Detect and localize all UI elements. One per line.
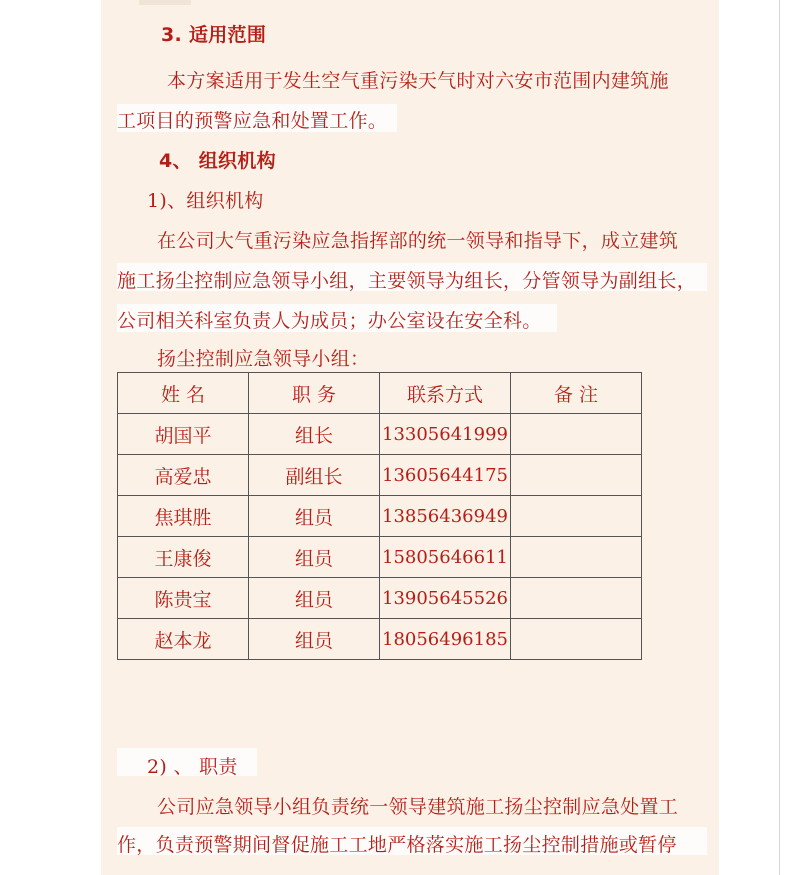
cell-phone: 13605644175	[380, 455, 511, 496]
section-3-para-line-2: 工项目的预警应急和处置工作。	[117, 110, 388, 132]
section-4-para-line-2: 施工扬尘控制应急领导小组，主要领导为组长，分管领导为副组长，	[117, 270, 697, 292]
table-row	[118, 496, 642, 537]
table-row	[118, 537, 642, 578]
cell-remarks	[511, 496, 642, 537]
section-4-heading: 4、 组织机构	[159, 150, 276, 172]
section-3-para-line-1: 本方案适用于发生空气重污染天气时对六安市范围内建筑施	[167, 70, 669, 92]
cell-remarks	[511, 537, 642, 578]
subsection-1-title: 1)、组织机构	[147, 190, 264, 212]
cell-phone: 18056496185	[380, 619, 511, 660]
header-remarks: 备 注	[511, 373, 642, 414]
cell-remarks	[511, 619, 642, 660]
header-contact: 联系方式	[380, 373, 511, 414]
cell-position: 组员	[249, 619, 380, 660]
table-row	[118, 455, 642, 496]
duties-para-line-1: 公司应急领导小组负责统一领导建筑施工扬尘控制应急处置工	[157, 796, 679, 818]
cell-phone: 15805646611	[380, 537, 511, 578]
cell-remarks	[511, 455, 642, 496]
table-row	[118, 414, 642, 455]
cell-remarks	[511, 578, 642, 619]
cell-phone: 13905645526	[380, 578, 511, 619]
cell-name: 焦琪胜	[118, 496, 249, 537]
subsection-2-title: 2) 、 职责	[147, 756, 238, 778]
cell-remarks	[511, 414, 642, 455]
cell-position: 组长	[249, 414, 380, 455]
scrollbar-edge	[779, 0, 780, 875]
cell-name: 高爱忠	[118, 455, 249, 496]
cell-phone: 13856436949	[380, 496, 511, 537]
table-row	[118, 578, 642, 619]
cell-name: 王康俊	[118, 537, 249, 578]
cell-name: 胡国平	[118, 414, 249, 455]
cell-position: 副组长	[249, 455, 380, 496]
leadership-group-table	[117, 372, 642, 660]
cell-position: 组员	[249, 496, 380, 537]
page-top-mark	[139, 0, 191, 5]
table-row	[118, 619, 642, 660]
section-4-para-line-1: 在公司大气重污染应急指挥部的统一领导和指导下，成立建筑	[157, 230, 679, 252]
header-name: 姓 名	[118, 373, 249, 414]
table-caption: 扬尘控制应急领导小组：	[157, 348, 370, 370]
cell-name: 赵本龙	[118, 619, 249, 660]
cell-phone: 13305641999	[380, 414, 511, 455]
document-page	[101, 0, 719, 875]
section-3-heading: 3. 适用范围	[161, 24, 267, 46]
section-4-para-line-3: 公司相关科室负责人为成员；办公室设在安全科。	[117, 310, 542, 332]
cell-position: 组员	[249, 578, 380, 619]
cell-position: 组员	[249, 537, 380, 578]
header-position: 职 务	[249, 373, 380, 414]
duties-para-line-2: 作，负责预警期间督促施工工地严格落实施工扬尘控制措施或暂停	[117, 834, 677, 856]
table-header-row	[118, 373, 642, 414]
cell-name: 陈贵宝	[118, 578, 249, 619]
